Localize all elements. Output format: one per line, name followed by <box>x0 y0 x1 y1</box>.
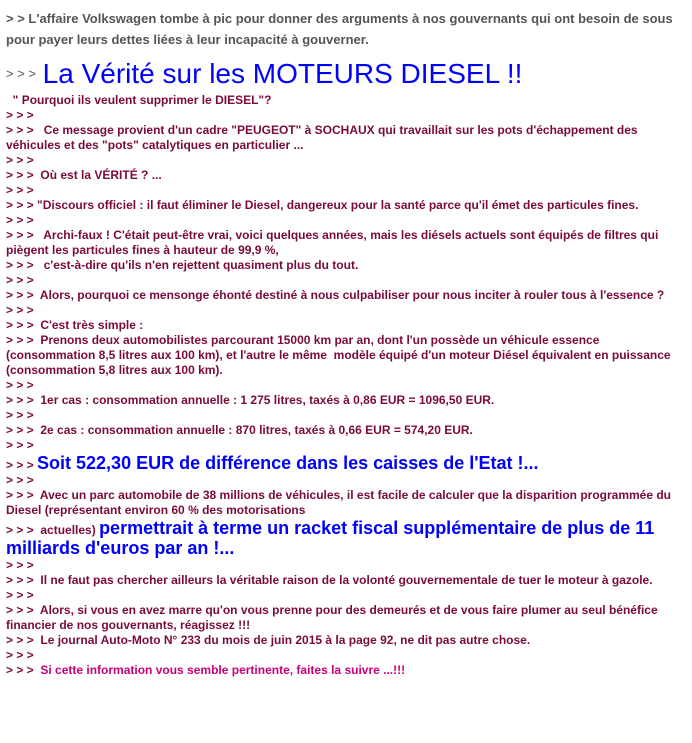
archi-faux-paragraph: > > > Archi-faux ! C'était peut-être vrai, voici quelques années, mais les diésels actuels sont équipés de filtres qui piègent les particules fines à hauteur de 99,9 %, <box>6 228 662 257</box>
why-question: > > > Alors, pourquoi ce mensonge éhonté destiné à nous culpabiliser pour nous inciter à rouler tous à l'essence ? <box>6 288 665 302</box>
truth-question: > > > Où est la VÉRITÉ ? ... <box>6 168 162 182</box>
racket-highlight: permettrait à terme un racket fiscal supplémentaire de plus de 11 milliards d'euros par an !... <box>6 518 660 558</box>
quote-prefix: > > > <box>6 663 41 677</box>
quote-prefix: > > > actuelles) <box>6 523 100 537</box>
quote-marker: > > > <box>6 213 34 227</box>
racket-line <box>6 518 686 558</box>
intro-text: L'affaire Volkswagen tombe à pic pour donner des arguments à nos gouvernants qui ont besoin de sous pour payer leurs dettes liées à leur incapacité à gouverner. <box>6 11 677 47</box>
quote-marker: > > > <box>6 408 34 422</box>
quote-marker: > > > <box>6 273 34 287</box>
email-body <box>6 8 686 678</box>
quote-marker: > > > <box>6 588 34 602</box>
call-to-react: > > > Alors, si vous en avez marre qu'on vous prenne pour des demeurés et de vous faire plumer au seul bénéfice financier de nos gouvernants, réagissez !!! <box>6 603 661 632</box>
share-text: Si cette information vous semble pertinente, faites la suivre ...!!! <box>40 663 406 677</box>
quote-marker: > > > <box>6 558 34 572</box>
quote-prefix: > > > <box>6 458 38 472</box>
intro-paragraph <box>6 8 686 50</box>
filter-detail: > > > c'est-à-dire qu'ils n'en rejettent quasiment plus du tout. <box>6 258 359 272</box>
subtitle-question: " Pourquoi ils veulent supprimer le DIESEL"? <box>6 93 272 107</box>
example-paragraph: > > > Prenons deux automobilistes parcourant 15000 km par an, dont l'un possède un véhicule essence (consommation 8,5 litres aux 100 km), et l'autre le même modèle équipé d'un moteur Diésel équivalent en puissance (consommation 5,8 litres aux 100 km). <box>6 333 674 377</box>
quote-marker: > > > <box>6 438 34 452</box>
case-two: > > > 2e cas : consommation annuelle : 870 litres, taxés à 0,66 EUR = 574,20 EUR. <box>6 423 473 437</box>
quote-marker: > > > <box>6 153 34 167</box>
quote-marker: > > > <box>6 473 34 487</box>
quote-prefix: > > > <box>6 65 36 81</box>
quote-marker: > > > <box>6 108 34 122</box>
message-origin: > > > Ce message provient d'un cadre "PEUGEOT" à SOCHAUX qui travaillait sur les pots d'échappement des véhicules et des "pots" catalytiques en particulier ... <box>6 123 641 152</box>
quote-prefix: > > <box>6 11 29 26</box>
difference-highlight: Soit 522,30 EUR de différence dans les caisses de l'Etat !... <box>37 453 539 473</box>
real-reason: > > > Il ne faut pas chercher ailleurs la véritable raison de la volonté gouvernementale de tuer le moteur à gazole. <box>6 573 653 587</box>
headline <box>6 56 686 90</box>
simple-answer: > > > C'est très simple : <box>6 318 144 332</box>
share-line <box>6 663 686 678</box>
quote-marker: > > > <box>6 303 34 317</box>
official-discourse: > > > "Discours officiel : il faut éliminer le Diesel, dangereux pour la santé parce qu'il émet des particules fines. <box>6 198 639 212</box>
quote-marker: > > > <box>6 183 34 197</box>
headline-text: La Vérité sur les MOTEURS DIESEL !! <box>42 57 523 89</box>
quote-marker: > > > <box>6 648 34 662</box>
fleet-paragraph: > > > Avec un parc automobile de 38 millions de véhicules, il est facile de calculer que la disparition programmée du Diesel (représentant environ 60 % des motorisations <box>6 488 675 517</box>
quote-marker: > > > <box>6 378 34 392</box>
case-one: > > > 1er cas : consommation annuelle : 1 275 litres, taxés à 0,86 EUR = 1096,50 EUR. <box>6 393 495 407</box>
source-reference: > > > Le journal Auto-Moto N° 233 du mois de juin 2015 à la page 92, ne dit pas autre chose. <box>6 633 531 647</box>
difference-line <box>6 453 686 473</box>
